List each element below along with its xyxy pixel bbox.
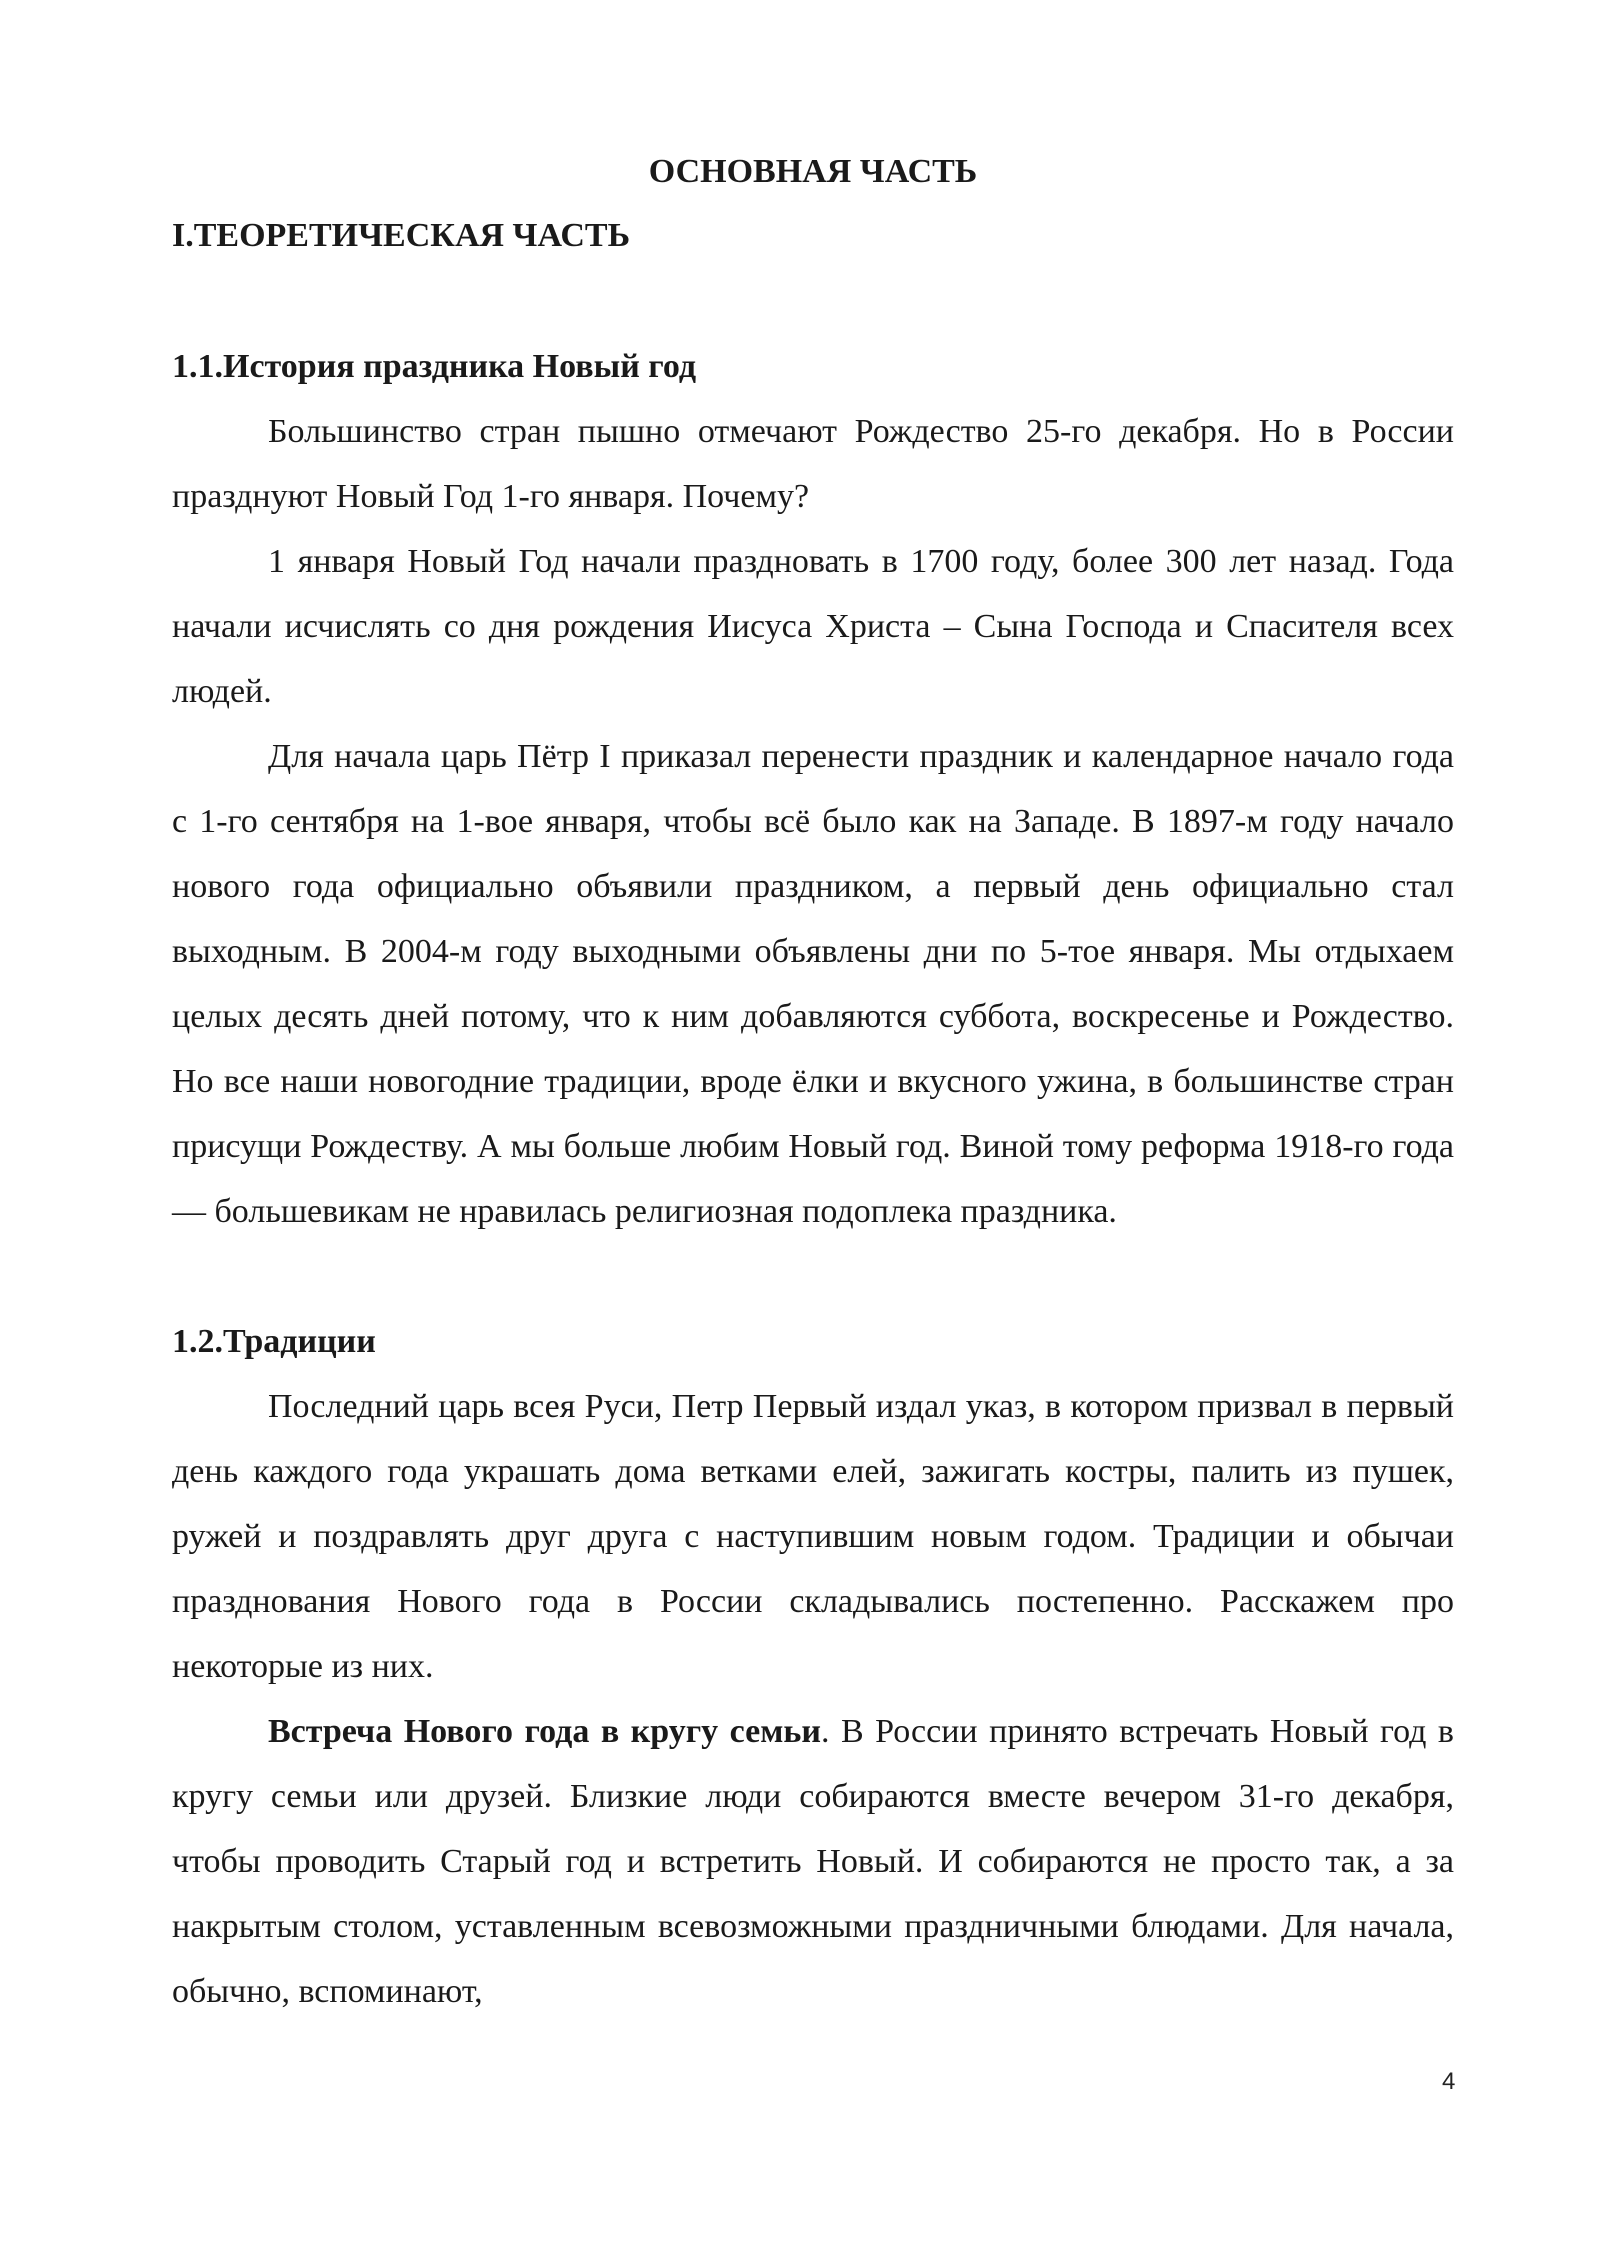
bold-phrase: Встреча Нового года в кругу семьи bbox=[268, 1713, 821, 1750]
paragraph: Большинство стран пышно отмечают Рождество 25-го декабря. Но в России празднуют Новый Год 1-го января. Почему? bbox=[172, 413, 1454, 515]
part-title: I.ТЕОРЕТИЧЕСКАЯ ЧАСТЬ bbox=[172, 217, 631, 254]
main-title: ОСНОВНАЯ ЧАСТЬ bbox=[648, 153, 978, 190]
page-number: 4 bbox=[1442, 2068, 1456, 2095]
paragraph: 1 января Новый Год начали праздновать в 1700 году, более 300 лет назад. Года начали исчислять со дня рождения Иисуса Христа – Сына Господа и Спасителя всех людей. bbox=[172, 543, 1454, 710]
document-page bbox=[172, 140, 1454, 2024]
paragraph: Для начала царь Пётр I приказал перенести праздник и календарное начало года с 1-го сентября на 1-вое января, чтобы всё было как на Западе. В 1897-м году начало нового года официально объявили праздником, а первый день официально стал выходным. В 2004-м году выходными объявлены дни по 5-тое января. Мы отдыхаем целых десять дней потому, что к ним добавляются суббота, воскресенье и Рождество. Но все наши новогодние традиции, вроде ёлки и вкусного ужина, в большинстве стран присущи Рождеству. А мы больше любим Новый год. Виной тому реформа 1918-го года — большевикам не нравилась религиозная подоплека праздника. bbox=[172, 738, 1454, 1230]
section-title-history: 1.1.История праздника Новый год bbox=[172, 348, 697, 385]
paragraph-text: . В России принято встречать Новый год в кругу семьи или друзей. Близкие люди собираются вместе вечером 31-го декабря, чтобы проводить Старый год и встретить Новый. И собираются не просто так, а за накрытым столом, уставленным всевозможными праздничными блюдами. Для начала, обычно, вспоминают, bbox=[172, 1713, 1454, 2010]
section-title-traditions: 1.2.Традиции bbox=[172, 1323, 376, 1360]
paragraph-family bbox=[172, 1699, 1454, 2024]
paragraph: Последний царь всея Руси, Петр Первый издал указ, в котором призвал в первый день каждого года украшать дома ветками елей, зажигать костры, палить из пушек, ружей и поздравлять друг друга с наступившим новым годом. Традиции и обычаи празднования Нового года в России складывались постепенно. Расскажем про некоторые из них. bbox=[172, 1388, 1454, 1685]
